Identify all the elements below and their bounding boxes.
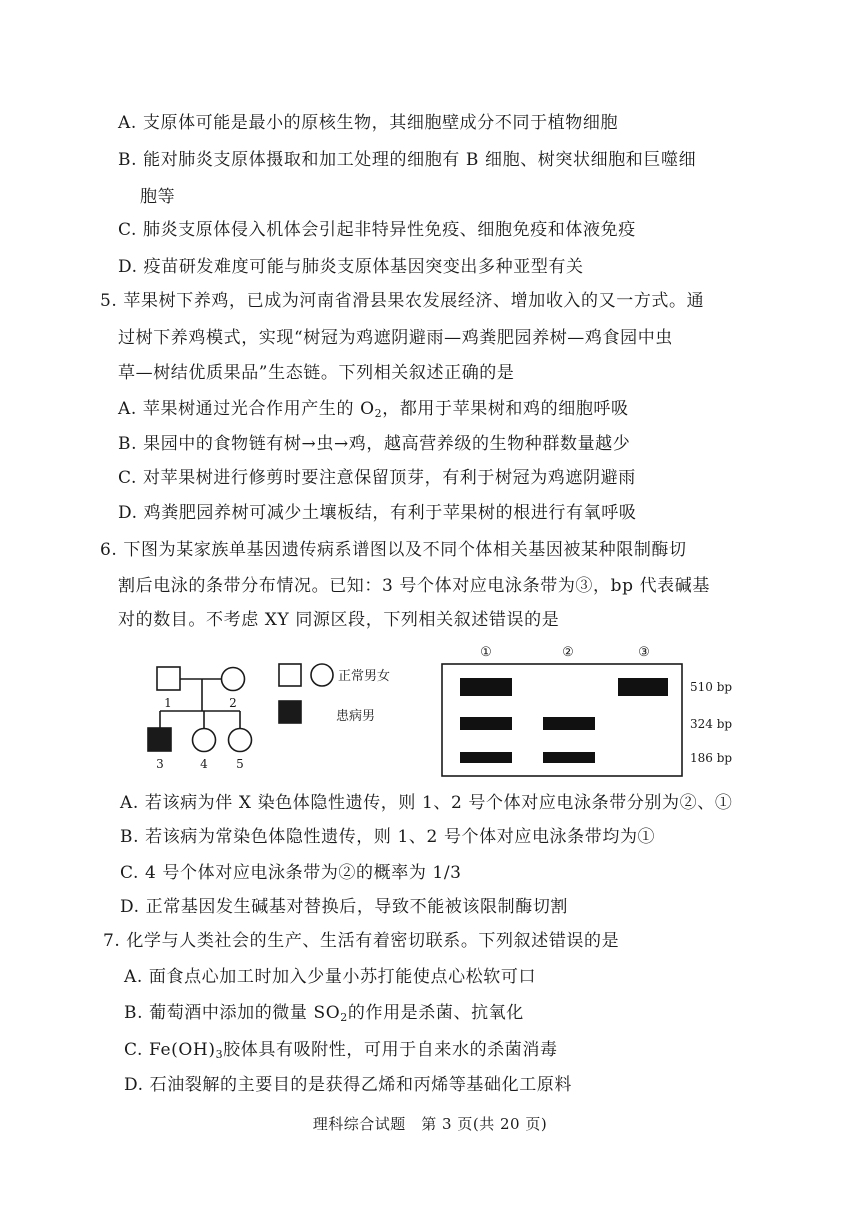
q5-option-a (118, 398, 629, 420)
q7-option-c-text-end: 胶体具有吸附性，可用于自来水的杀菌消毒 (223, 1040, 558, 1060)
gel-lane-label-3: ③ (638, 645, 650, 660)
gel-band-lane1-324 (460, 717, 512, 730)
q7-option-c-text: C. Fe(OH) (124, 1040, 216, 1060)
q5-stem-line3: 草—树结优质果品”生态链。下列相关叙述正确的是 (118, 363, 515, 383)
pedigree-member-1-symbol (157, 667, 180, 690)
q5-option-a-subscript: 2 (374, 407, 383, 420)
q7-option-a: A. 面食点心加工时加入少量小苏打能使点心松软可口 (124, 967, 537, 987)
gel-size-324: 324 bp (690, 717, 733, 731)
q6-option-d: D. 正常基因发生碱基对替换后，导致不能被该限制酶切割 (120, 897, 569, 917)
q5-option-b: B. 果园中的食物链有树→虫→鸡，越高营养级的生物种群数量越少 (118, 434, 631, 454)
q7-option-b-text: B. 葡萄酒中添加的微量 SO (124, 1003, 341, 1023)
legend-affected-male-symbol (279, 701, 301, 723)
q7-stem: 7. 化学与人类社会的生产、生活有着密切联系。下列叙述错误的是 (103, 931, 620, 951)
pedigree-member-3-symbol (148, 728, 171, 751)
gel-band-lane1-186 (460, 752, 512, 763)
q5-option-d: D. 鸡粪肥园养树可减少土壤板结，有利于苹果树的根进行有氧呼吸 (118, 503, 637, 523)
pedigree-label-5: 5 (236, 757, 244, 771)
q5-option-a-text: A. 苹果树通过光合作用产生的 O (118, 399, 375, 419)
gel-lane-label-2: ② (562, 645, 574, 660)
page-footer: 理科综合试题 第 3 页(共 20 页) (312, 1115, 548, 1133)
q6-stem-line3: 对的数目。不考虑 XY 同源区段，下列相关叙述错误的是 (118, 610, 560, 630)
q7-option-b-text-end: 的作用是杀菌、抗氧化 (347, 1003, 524, 1023)
q6-option-c: C. 4 号个体对应电泳条带为②的概率为 1/3 (120, 863, 462, 883)
legend-normal-female-symbol (311, 664, 333, 686)
pedigree-label-4: 4 (200, 757, 208, 771)
q4-option-b-cont: 胞等 (140, 187, 176, 207)
q5-option-a-text-end: ，都用于苹果树和鸡的细胞呼吸 (382, 399, 629, 419)
q4-option-b: B. 能对肺炎支原体摄取和加工处理的细胞有 B 细胞、树突状细胞和巨噬细 (118, 150, 697, 170)
gel-band-lane3-510 (618, 678, 668, 696)
gel-size-510: 510 bp (690, 680, 733, 694)
q6-option-b: B. 若该病为常染色体隐性遗传，则 1、2 号个体对应电泳条带均为① (120, 827, 656, 847)
gel-band-lane2-324 (543, 717, 595, 730)
pedigree-label-3: 3 (156, 757, 164, 771)
pedigree-legend (279, 664, 333, 723)
q7-option-c (124, 1039, 558, 1061)
legend-normal-label: 正常男女 (338, 669, 391, 684)
pedigree-member-2-symbol (222, 668, 245, 691)
q6-stem-line1: 6. 下图为某家族单基因遗传病系谱图以及不同个体相关基因被某种限制酶切 (100, 540, 687, 560)
q7-option-c-subscript: 3 (215, 1048, 224, 1061)
gel-band-lane2-186 (543, 752, 595, 763)
legend-affected-label: 患病男 (336, 709, 376, 724)
q7-option-b-subscript: 2 (340, 1011, 348, 1024)
q6-stem-line2: 割后电泳的条带分布情况。已知：3 号个体对应电泳条带为③，bp 代表碱基 (118, 576, 710, 596)
pedigree-member-4-symbol (193, 729, 216, 752)
pedigree-label-2: 2 (229, 696, 237, 710)
gel-lane-label-1: ① (480, 645, 492, 660)
q7-option-b (124, 1002, 524, 1024)
gel-band-lane1-510 (460, 678, 512, 696)
gel-electrophoresis (442, 645, 732, 776)
q4-option-c: C. 肺炎支原体侵入机体会引起非特异性免疫、细胞免疫和体液免疫 (118, 220, 636, 240)
legend-normal-male-symbol (279, 664, 301, 686)
q6-option-a: A. 若该病为伴 X 染色体隐性遗传，则 1、2 号个体对应电泳条带分别为②、① (120, 793, 733, 813)
q5-stem-line1: 5. 苹果树下养鸡，已成为河南省滑县果农发展经济、增加收入的又一方式。通 (100, 291, 705, 311)
q7-option-d: D. 石油裂解的主要目的是获得乙烯和丙烯等基础化工原料 (124, 1075, 573, 1095)
pedigree-member-5-symbol (229, 729, 252, 752)
q4-option-d: D. 疫苗研发难度可能与肺炎支原体基因突变出多种亚型有关 (118, 257, 584, 277)
gel-size-186: 186 bp (690, 751, 733, 765)
pedigree-label-1: 1 (164, 696, 172, 710)
q6-figure (0, 640, 860, 780)
q5-stem-line2: 过树下养鸡模式，实现“树冠为鸡遮阴避雨—鸡粪肥园养树—鸡食园中虫 (118, 328, 673, 348)
q5-option-c: C. 对苹果树进行修剪时要注意保留顶芽，有利于树冠为鸡遮阴避雨 (118, 468, 636, 488)
q4-option-a: A. 支原体可能是最小的原核生物，其细胞壁成分不同于植物细胞 (118, 113, 619, 133)
